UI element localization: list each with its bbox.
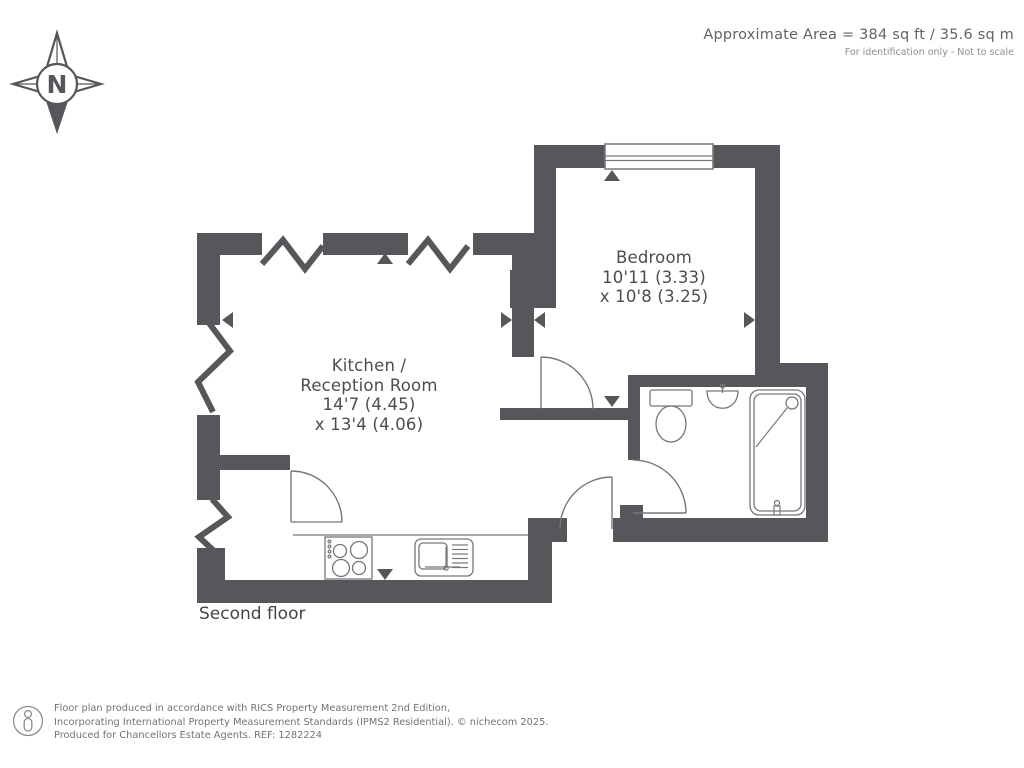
kitchen-name-line2: Reception Room [300,375,438,395]
bedroom-label [554,248,754,307]
kitchen-dimension-imperial: 14'7 (4.45) [322,395,416,414]
kitchen-label [269,356,469,434]
person-icon [12,699,46,745]
bedroom-dimension-imperial: 10'11 (3.33) [602,267,706,287]
hall-door [560,477,612,529]
kitchen-dimension-metric: x 13'4 (4.06) [314,414,424,434]
bedroom-name: Bedroom [615,248,693,267]
footer-text [54,699,548,743]
footer-line-3: Produced for Chancellors Estate Agents. REF: 1282224 [54,730,323,741]
footer [12,699,548,745]
identification-note-text: For identification only - Not to scale [844,47,1014,58]
kitchen-sink-icon [415,539,473,576]
footer-line-2: Incorporating International Property Measurement Standards (IPMS2 Residential). © nichecom 2025. [54,716,549,728]
kitchen-entry-door [291,471,342,522]
kitchen-name-line1: Kitchen / [331,356,407,375]
bedroom-window [605,144,713,169]
footer-line-1: Floor plan produced in accordance with RICS Property Measurement 2nd Edition, [54,703,451,714]
compass-icon [13,33,101,134]
approximate-area-text: Approximate Area = 384 sq ft / 35.6 sq m [703,27,1014,43]
compass-north-letter: N [46,70,68,99]
floor-label: Second floor [199,604,306,624]
bedroom-door [541,357,593,409]
bedroom-dimension-metric: x 10'8 (3.25) [599,287,709,306]
bathtub-shower-icon [750,390,805,515]
toilet-icon [650,390,692,442]
hob-icon [325,537,372,579]
bathroom-sink-icon [707,384,738,408]
